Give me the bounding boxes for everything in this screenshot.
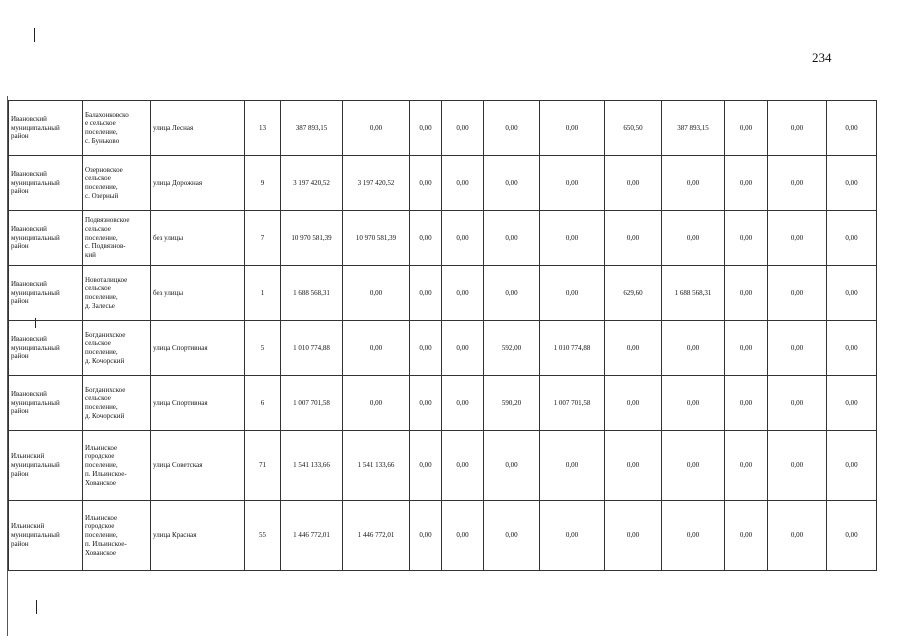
- settlement-cell-line: д. Кочорский: [85, 411, 125, 420]
- register-table: [8, 100, 877, 571]
- settlement-cell-line: е сельское: [85, 119, 116, 128]
- table-row: [9, 501, 877, 571]
- value-cell-v3: 0,00: [410, 501, 442, 571]
- settlement-cell-line: городское: [85, 522, 115, 531]
- value-cell-v11: 0,00: [827, 101, 877, 156]
- house-count-cell: 9: [245, 156, 281, 211]
- district-cell: [9, 376, 83, 431]
- settlement-cell-line: сельское: [85, 339, 111, 348]
- district-cell-line: муниципальный: [11, 288, 60, 297]
- settlement-cell-line: сельское: [85, 174, 111, 183]
- settlement-cell: [83, 101, 151, 156]
- settlement-cell-line: сельское: [85, 284, 111, 293]
- value-cell-v11: 0,00: [827, 266, 877, 321]
- value-cell-v8: 0,00: [662, 211, 725, 266]
- value-cell-v9: 0,00: [725, 266, 768, 321]
- district-cell-line: Ильинский: [11, 452, 45, 461]
- district-cell: [9, 321, 83, 376]
- house-count-cell: 1: [245, 266, 281, 321]
- value-cell-v9: 0,00: [725, 321, 768, 376]
- table-row: [9, 156, 877, 211]
- settlement-cell-line: сельское: [85, 394, 111, 403]
- district-cell-line: муниципальный: [11, 531, 60, 540]
- table-row: [9, 266, 877, 321]
- value-cell-v9: 0,00: [725, 431, 768, 501]
- value-cell-v11: 0,00: [827, 501, 877, 571]
- settlement-cell-line: поселение,: [85, 403, 118, 411]
- settlement-cell-line: д. Кочорский: [85, 356, 125, 365]
- settlement-cell: [83, 211, 151, 266]
- value-cell-v4: 0,00: [442, 431, 484, 501]
- value-cell-v7: 0,00: [605, 376, 662, 431]
- value-cell-v10: 0,00: [768, 376, 827, 431]
- settlement-cell-line: с. Буньково: [85, 136, 120, 145]
- value-cell-v7: 0,00: [605, 321, 662, 376]
- settlement-cell-line: Подвязновское: [85, 216, 130, 225]
- value-cell-v5: 0,00: [484, 266, 540, 321]
- settlement-cell-line: поселение,: [85, 293, 118, 301]
- district-cell: [9, 211, 83, 266]
- value-cell-v4: 0,00: [442, 376, 484, 431]
- settlement-cell-line: Богданихское: [85, 330, 126, 339]
- district-cell-line: район: [11, 352, 29, 361]
- table-row: [9, 101, 877, 156]
- value-cell-v6: 1 007 701,58: [540, 376, 605, 431]
- register-body: [9, 101, 877, 571]
- district-cell-line: Ивановский: [11, 169, 47, 178]
- district-cell-line: муниципальный: [11, 233, 60, 242]
- value-cell-v3: 0,00: [410, 156, 442, 211]
- value-cell-v2: 10 970 581,39: [343, 211, 410, 266]
- value-cell-v1: 1 007 701,58: [281, 376, 343, 431]
- value-cell-v9: 0,00: [725, 211, 768, 266]
- settlement-cell-line: Озерновское: [85, 165, 123, 174]
- house-count-cell: 71: [245, 431, 281, 501]
- value-cell-v6: 1 010 774,88: [540, 321, 605, 376]
- settlement-cell-line: Ильинское: [85, 513, 118, 522]
- district-cell-line: район: [11, 242, 29, 251]
- value-cell-v4: 0,00: [442, 101, 484, 156]
- value-cell-v10: 0,00: [768, 266, 827, 321]
- value-cell-v8: 0,00: [662, 156, 725, 211]
- settlement-cell-line: Новоталицкое: [85, 275, 128, 284]
- value-cell-v11: 0,00: [827, 376, 877, 431]
- district-cell-line: район: [11, 469, 29, 478]
- value-cell-v7: 629,60: [605, 266, 662, 321]
- settlement-cell: [83, 321, 151, 376]
- value-cell-v3: 0,00: [410, 101, 442, 156]
- value-cell-v10: 0,00: [768, 321, 827, 376]
- value-cell-v1: 1 010 774,88: [281, 321, 343, 376]
- settlement-cell: [83, 376, 151, 431]
- table-row: [9, 431, 877, 501]
- street-cell: улица Дорожная: [151, 156, 245, 211]
- district-cell: [9, 156, 83, 211]
- value-cell-v8: 0,00: [662, 376, 725, 431]
- district-cell-line: район: [11, 407, 29, 416]
- house-count-cell: 55: [245, 501, 281, 571]
- district-cell-line: район: [11, 187, 29, 196]
- district-cell-line: Ивановский: [11, 224, 47, 233]
- district-cell-line: муниципальный: [11, 178, 60, 187]
- value-cell-v2: 1 541 133,66: [343, 431, 410, 501]
- value-cell-v5: 0,00: [484, 501, 540, 571]
- value-cell-v6: 0,00: [540, 501, 605, 571]
- district-cell-line: муниципальный: [11, 123, 60, 132]
- value-cell-v10: 0,00: [768, 211, 827, 266]
- settlement-cell-line: Хованское: [85, 548, 117, 557]
- value-cell-v3: 0,00: [410, 431, 442, 501]
- value-cell-v4: 0,00: [442, 211, 484, 266]
- settlement-cell-line: с. Озерный: [85, 191, 119, 200]
- street-cell: улица Советская: [151, 431, 245, 501]
- value-cell-v6: 0,00: [540, 266, 605, 321]
- settlement-cell-line: Балахонковско: [85, 110, 129, 119]
- table-row: [9, 321, 877, 376]
- settlement-cell-line: п. Ильинское-: [85, 539, 127, 548]
- value-cell-v10: 0,00: [768, 101, 827, 156]
- value-cell-v8: 0,00: [662, 431, 725, 501]
- settlement-cell: [83, 431, 151, 501]
- value-cell-v5: 0,00: [484, 431, 540, 501]
- value-cell-v5: 0,00: [484, 156, 540, 211]
- value-cell-v7: 0,00: [605, 431, 662, 501]
- house-count-cell: 5: [245, 321, 281, 376]
- value-cell-v9: 0,00: [725, 376, 768, 431]
- district-cell-line: Ивановский: [11, 389, 47, 398]
- value-cell-v2: 0,00: [343, 266, 410, 321]
- value-cell-v2: 3 197 420,52: [343, 156, 410, 211]
- table-row: [9, 376, 877, 431]
- settlement-cell-line: поселение,: [85, 531, 118, 540]
- district-cell-line: Ивановский: [11, 279, 47, 288]
- value-cell-v3: 0,00: [410, 376, 442, 431]
- district-cell-line: муниципальный: [11, 398, 60, 407]
- value-cell-v6: 0,00: [540, 156, 605, 211]
- settlement-cell-line: кий: [85, 251, 96, 260]
- value-cell-v1: 3 197 420,52: [281, 156, 343, 211]
- value-cell-v8: 1 688 568,31: [662, 266, 725, 321]
- table-row: [9, 211, 877, 266]
- value-cell-v8: 0,00: [662, 501, 725, 571]
- scan-mark-top: [34, 28, 35, 42]
- value-cell-v5: 0,00: [484, 211, 540, 266]
- value-cell-v9: 0,00: [725, 101, 768, 156]
- value-cell-v1: 1 688 568,31: [281, 266, 343, 321]
- value-cell-v11: 0,00: [827, 321, 877, 376]
- settlement-cell: [83, 266, 151, 321]
- value-cell-v4: 0,00: [442, 321, 484, 376]
- district-cell-line: район: [11, 539, 29, 548]
- value-cell-v5: 590,20: [484, 376, 540, 431]
- value-cell-v5: 592,00: [484, 321, 540, 376]
- settlement-cell-line: п. Ильинское-: [85, 469, 127, 478]
- street-cell: улица Спортивная: [151, 321, 245, 376]
- district-cell-line: район: [11, 132, 29, 141]
- street-cell: улица Спортивная: [151, 376, 245, 431]
- value-cell-v11: 0,00: [827, 156, 877, 211]
- value-cell-v10: 0,00: [768, 501, 827, 571]
- value-cell-v1: 10 970 581,39: [281, 211, 343, 266]
- house-count-cell: 6: [245, 376, 281, 431]
- district-cell-line: район: [11, 297, 29, 306]
- value-cell-v6: 0,00: [540, 101, 605, 156]
- value-cell-v10: 0,00: [768, 156, 827, 211]
- district-cell: [9, 431, 83, 501]
- value-cell-v6: 0,00: [540, 211, 605, 266]
- district-cell: [9, 101, 83, 156]
- value-cell-v9: 0,00: [725, 501, 768, 571]
- value-cell-v4: 0,00: [442, 266, 484, 321]
- settlement-cell-line: Ильинское: [85, 443, 118, 452]
- settlement-cell-line: поселение,: [85, 128, 118, 136]
- district-cell-line: муниципальный: [11, 343, 60, 352]
- value-cell-v1: 1 446 772,01: [281, 501, 343, 571]
- value-cell-v10: 0,00: [768, 431, 827, 501]
- value-cell-v7: 0,00: [605, 156, 662, 211]
- value-cell-v5: 0,00: [484, 101, 540, 156]
- street-cell: улица Лесная: [151, 101, 245, 156]
- district-cell-line: Ивановский: [11, 114, 47, 123]
- settlement-cell: [83, 156, 151, 211]
- district-cell-line: Ильинский: [11, 522, 45, 531]
- value-cell-v1: 387 893,15: [281, 101, 343, 156]
- value-cell-v7: 650,50: [605, 101, 662, 156]
- value-cell-v3: 0,00: [410, 266, 442, 321]
- value-cell-v2: 0,00: [343, 321, 410, 376]
- settlement-cell-line: поселение,: [85, 348, 118, 356]
- value-cell-v8: 0,00: [662, 321, 725, 376]
- value-cell-v4: 0,00: [442, 156, 484, 211]
- value-cell-v3: 0,00: [410, 321, 442, 376]
- street-cell: улица Красная: [151, 501, 245, 571]
- settlement-cell-line: Богданихское: [85, 385, 126, 394]
- house-count-cell: 13: [245, 101, 281, 156]
- value-cell-v11: 0,00: [827, 211, 877, 266]
- scan-mark-bottom: [36, 600, 37, 614]
- settlement-cell-line: поселение,: [85, 461, 118, 470]
- settlement-cell: [83, 501, 151, 571]
- value-cell-v7: 0,00: [605, 211, 662, 266]
- value-cell-v8: 387 893,15: [662, 101, 725, 156]
- value-cell-v3: 0,00: [410, 211, 442, 266]
- settlement-cell-line: поселение,: [85, 183, 118, 191]
- district-cell: [9, 501, 83, 571]
- settlement-cell-line: с. Подвязнов-: [85, 242, 126, 251]
- value-cell-v2: 0,00: [343, 101, 410, 156]
- page-number: 234: [812, 50, 832, 65]
- house-count-cell: 7: [245, 211, 281, 266]
- value-cell-v2: 1 446 772,01: [343, 501, 410, 571]
- value-cell-v11: 0,00: [827, 431, 877, 501]
- value-cell-v7: 0,00: [605, 501, 662, 571]
- value-cell-v4: 0,00: [442, 501, 484, 571]
- district-cell: [9, 266, 83, 321]
- district-cell-line: муниципальный: [11, 461, 60, 470]
- street-cell: без улицы: [151, 211, 245, 266]
- settlement-cell-line: городское: [85, 452, 115, 461]
- settlement-cell-line: поселение,: [85, 233, 118, 242]
- settlement-cell-line: сельское: [85, 224, 111, 233]
- value-cell-v9: 0,00: [725, 156, 768, 211]
- settlement-cell-line: д. Залесье: [85, 301, 115, 310]
- value-cell-v6: 0,00: [540, 431, 605, 501]
- street-cell: без улицы: [151, 266, 245, 321]
- value-cell-v1: 1 541 133,66: [281, 431, 343, 501]
- settlement-cell-line: Хованское: [85, 478, 117, 487]
- district-cell-line: Ивановский: [11, 334, 47, 343]
- value-cell-v2: 0,00: [343, 376, 410, 431]
